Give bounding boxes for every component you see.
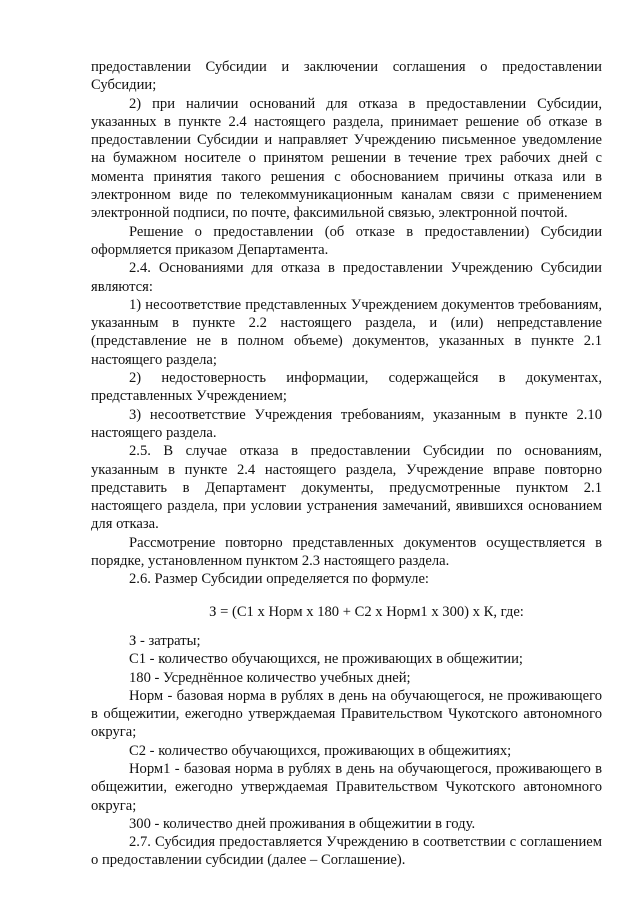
paragraph-2-4-item-3: 3) несоответствие Учреждения требованиям, указанным в пункте 2.10 настоящего раздела. xyxy=(91,406,602,441)
paragraph-continuation: предоставлении Субсидии и заключении соглашения о предоставлении Субсидии; xyxy=(91,59,602,94)
definition-norm1: Норм1 - базовая норма в рублях в день на обучающегося, проживающего в общежитии, ежегодно утверждаемая Правительством Чукотского автономного округа; xyxy=(91,760,602,814)
definition-300: 300 - количество дней проживания в общежитии в году. xyxy=(129,815,476,832)
definition-norm: Норм - базовая норма в рублях в день на обучающегося, не проживающего в общежитии, ежегодно утверждаемая Правительством Чукотского автономного округа; xyxy=(91,687,602,741)
paragraph-2-4: 2.4. Основаниями для отказа в предоставлении Учреждению Субсидии являются: xyxy=(91,260,602,295)
subsidy-formula: З = (С1 х Норм х 180 + С2 х Норм1 х 300) х К, где: xyxy=(209,603,524,620)
definition-c1: С1 - количество обучающихся, не проживающих в общежитии; xyxy=(129,651,523,668)
definition-c2: С2 - количество обучающихся, проживающих в общежитиях; xyxy=(129,742,512,759)
definition-z: З - затраты; xyxy=(129,632,201,649)
paragraph-2-6: 2.6. Размер Субсидии определяется по формуле: xyxy=(129,571,429,588)
paragraph-2-7: 2.7. Субсидия предоставляется Учреждению в соответствии с соглашением о предоставлении субсидии (далее – Соглашение). xyxy=(91,834,602,869)
paragraph-2-4-item-2: 2) недостоверность информации, содержащейся в документах, представленных Учреждением; xyxy=(91,370,602,405)
paragraph-2-5: 2.5. В случае отказа в предоставлении Субсидии по основаниям, указанным в пункте 2.4 настоящего раздела, Учреждение вправе повторно представить в Департамент документы, предусмотренные пунктом 2.1 настоящего раздела, при условии устранения замечаний, явившихся основанием для отказа. xyxy=(91,443,602,533)
paragraph-decision-order: Решение о предоставлении (об отказе в предоставлении) Субсидии оформляется приказом Департамента. xyxy=(91,223,602,258)
paragraph-refusal-notice: 2) при наличии оснований для отказа в предоставлении Субсидии, указанных в пункте 2.4 настоящего раздела, принимает решение об отказе в предоставлении Субсидии и направляет Учреждению письменное уведомление на бумажном носителе о принятом решении в течение трех рабочих дней с момента принятия такого решения с обоснованием причины отказа или в электронном виде по телекоммуникационным каналам связи с применением электронной подписи, по почте, факсимильной связью, электронной почтой. xyxy=(91,95,602,222)
definition-180: 180 - Усреднённое количество учебных дней; xyxy=(129,669,411,686)
paragraph-2-4-item-1: 1) несоответствие представленных Учреждением документов требованиям, указанным в пункте 2.2 настоящего раздела, и (или) непредставление (представление не в полном объеме) документов, указанных в пункте 2.1 настоящего раздела; xyxy=(91,296,602,368)
paragraph-resubmission: Рассмотрение повторно представленных документов осуществляется в порядке, установленном пунктом 2.3 настоящего раздела. xyxy=(91,534,602,570)
